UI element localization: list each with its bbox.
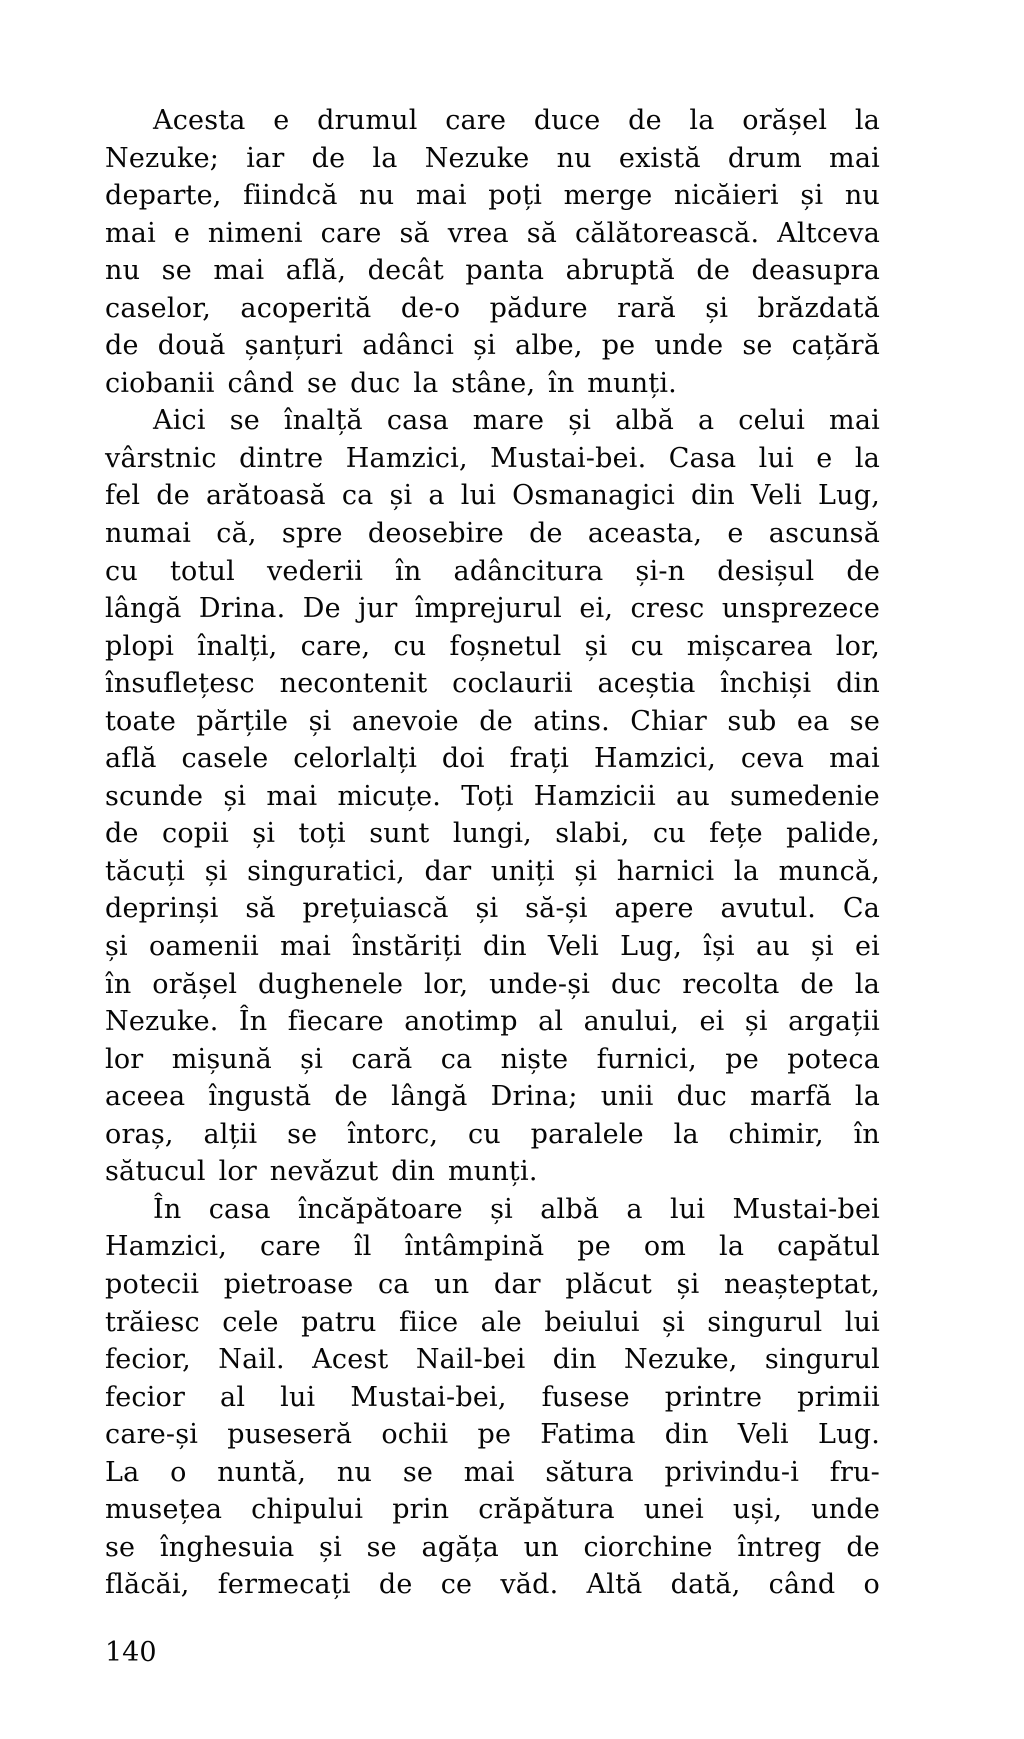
text-line: află casele celorlalți doi frați Hamzici, ceva mai: [105, 743, 880, 775]
text-line: tăcuți și singuratici, dar uniți și harnici la muncă,: [105, 855, 880, 887]
text-line: Nezuke; iar de la Nezuke nu există drum mai: [105, 142, 880, 174]
text-line: vârstnic dintre Hamzici, Mustai-bei. Casa lui e la: [105, 442, 880, 474]
text-line: se înghesuia și se agăța un ciorchine întreg de: [105, 1531, 880, 1563]
text-line: aceea îngustă de lângă Drina; unii duc marfă la: [105, 1081, 880, 1113]
text-line: numai că, spre deosebire de aceasta, e ascunsă: [105, 518, 880, 550]
text-line: fel de arătoasă ca și a lui Osmanagici din Veli Lug,: [105, 480, 880, 512]
text-line: care-și puseseră ochii pe Fatima din Veli Lug.: [105, 1419, 880, 1451]
text-line: toate părțile și anevoie de atins. Chiar sub ea se: [105, 705, 880, 737]
text-line: și oamenii mai înstăriți din Veli Lug, își au și ei: [105, 931, 880, 963]
text-line: ciobanii când se duc la stâne, în munți.: [105, 367, 677, 399]
text-line: fecior al lui Mustai-bei, fusese printre primii: [105, 1381, 880, 1413]
paragraph: [105, 402, 880, 1190]
text-line: scunde și mai micuțe. Toți Hamzicii au sumedenie: [105, 780, 880, 812]
text-line: Aici se înalță casa mare și albă a celui mai: [153, 405, 880, 437]
text-line: nu se mai află, decât panta abruptă de deasupra: [105, 255, 880, 287]
text-line: Hamzici, care îl întâmpină pe om la capătul: [105, 1231, 880, 1263]
page-number: 140: [105, 1637, 157, 1668]
text-line: plopi înalți, care, cu foșnetul și cu mișcarea lor,: [105, 630, 880, 662]
text-line: lor mișună și cară ca niște furnici, pe poteca: [105, 1043, 880, 1075]
text-line: mai e nimeni care să vrea să călătorească. Altceva: [105, 217, 880, 249]
text-line: caselor, acoperită de-o pădure rară și brăzdată: [105, 292, 880, 324]
text-line: lângă Drina. De jur împrejurul ei, cresc unsprezece: [105, 593, 880, 625]
text-line: fecior, Nail. Acest Nail-bei din Nezuke, singurul: [105, 1344, 880, 1376]
text-line: potecii pietroase ca un dar plăcut și neașteptat,: [105, 1268, 880, 1300]
text-line: musețea chipului prin crăpătura unei uși, unde: [105, 1494, 880, 1526]
text-line: oraș, alții se întorc, cu paralele la chimir, în: [105, 1118, 880, 1150]
text-line: Nezuke. În fiecare anotimp al anului, ei și argații: [105, 1006, 880, 1038]
text-line: în orășel dughenele lor, unde-și duc recolta de la: [105, 968, 880, 1000]
text-line: trăiesc cele patru fiice ale beiului și singurul lui: [105, 1306, 880, 1338]
page-text: [105, 102, 880, 1604]
text-line: deprinși să prețuiască și să-și apere avutul. Ca: [105, 893, 880, 925]
paragraph: [105, 1191, 880, 1604]
text-line: de copii și toți sunt lungi, slabi, cu fețe palide,: [105, 818, 880, 850]
text-line: cu totul vederii în adâncitura și-n desișul de: [105, 555, 880, 587]
text-line: sătucul lor nevăzut din munți.: [105, 1156, 538, 1188]
text-line: La o nuntă, nu se mai sătura privindu-i fru-: [105, 1456, 880, 1488]
text-line: însuflețesc necontenit coclaurii aceștia închiși din: [105, 668, 880, 700]
text-line: În casa încăpătoare și albă a lui Mustai-bei: [153, 1193, 880, 1225]
text-line: de două șanțuri adânci și albe, pe unde se cațără: [105, 330, 880, 362]
text-line: flăcăi, fermecați de ce văd. Altă dată, când o: [105, 1569, 880, 1601]
text-line: Acesta e drumul care duce de la orășel la: [153, 105, 880, 136]
text-line: departe, fiindcă nu mai poți merge nicăieri și nu: [105, 180, 880, 212]
paragraph: [105, 102, 880, 402]
